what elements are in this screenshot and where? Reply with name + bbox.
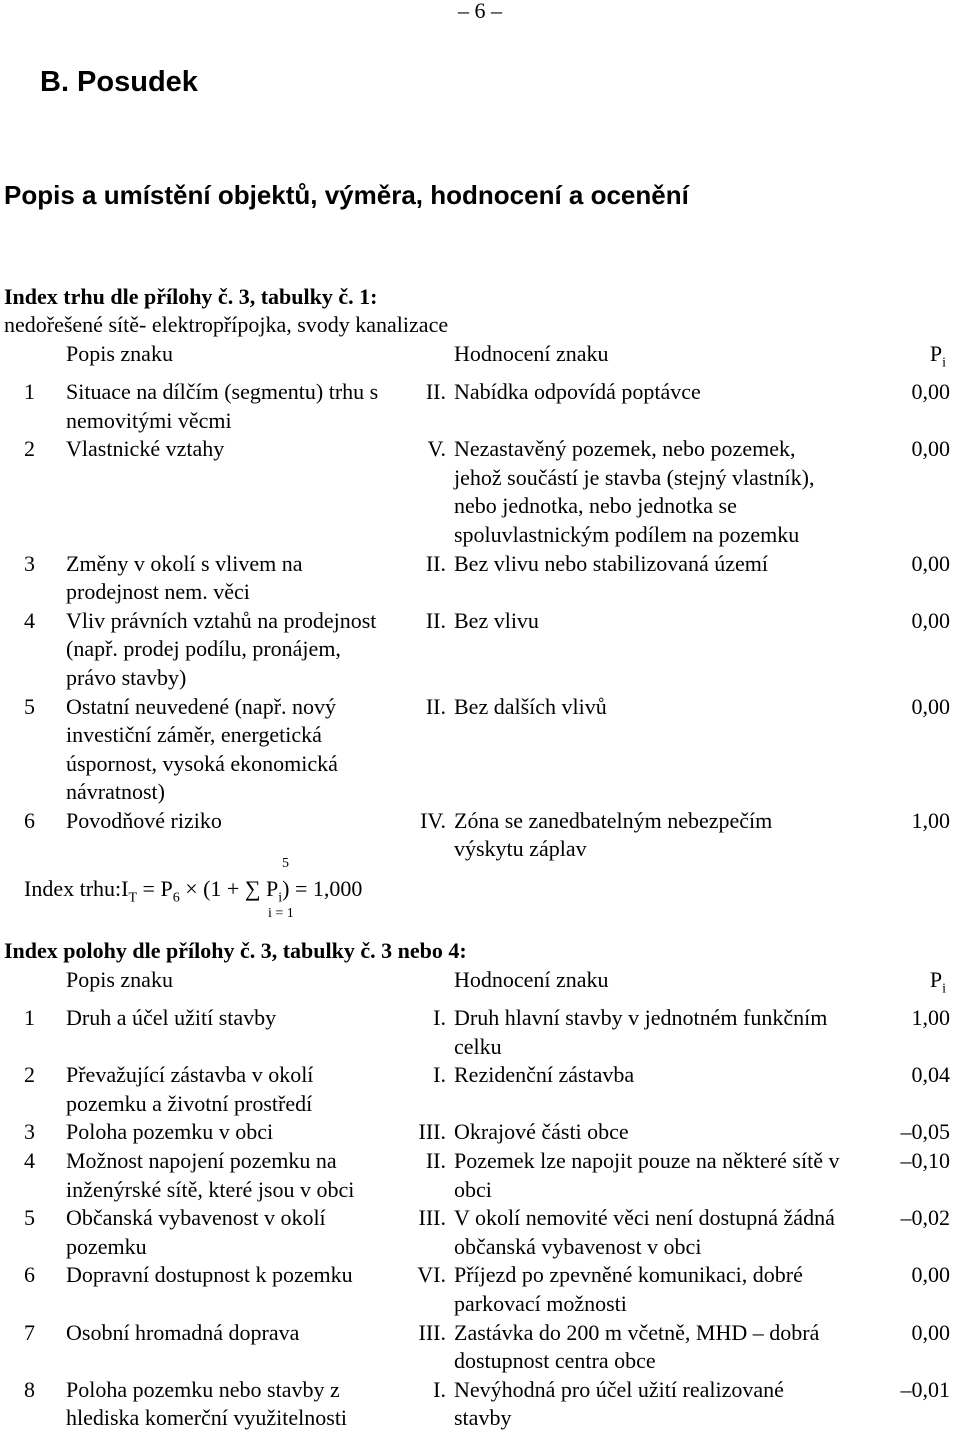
row-description: Občanská vybavenost v okolí pozemku (66, 1205, 326, 1259)
location-index-table (0, 966, 960, 1433)
table-row (0, 1147, 960, 1204)
row-description: Poloha pozemku nebo stavby z hlediska komerční využitelnosti (66, 1376, 348, 1431)
row-level: III. (418, 1119, 446, 1145)
row-rating: Zastávka do 200 m včetně, MHD – dobrá dostupnost centra obce (454, 1319, 820, 1374)
row-number: 3 (24, 1119, 35, 1145)
row-level: II. (425, 378, 446, 404)
column-header-description: Popis znaku (66, 967, 173, 992)
row-rating: Okrajové části obce (454, 1119, 629, 1145)
row-number: 5 (24, 1205, 35, 1231)
row-rating: Pozemek lze napojit pouze na některé sítě v obci (454, 1147, 840, 1202)
row-number: 1 (24, 378, 35, 404)
table-row (0, 1204, 960, 1261)
row-number: 1 (24, 1004, 35, 1030)
market-index-heading: Index trhu dle přílohy č. 3, tabulky č. 1: (4, 284, 378, 309)
row-value: 0,00 (911, 693, 950, 719)
row-number: 4 (24, 1147, 35, 1173)
page-number: – 6 – (458, 0, 502, 23)
row-rating: Rezidenční zástavba (454, 1062, 635, 1088)
row-level: IV. (420, 807, 446, 833)
row-description: Situace na dílčím (segmentu) trhu s nemovitými věcmi (66, 378, 379, 433)
row-level: III. (418, 1205, 446, 1231)
row-description: Vlastnické vztahy (66, 436, 225, 462)
section-title: B. Posudek (40, 66, 198, 98)
table-row (0, 1376, 960, 1433)
row-value: 0,04 (911, 1062, 950, 1088)
row-value: –0,10 (900, 1147, 950, 1173)
row-value: –0,02 (900, 1205, 950, 1231)
row-rating: Nevýhodná pro účel užití realizované stavby (454, 1376, 784, 1431)
row-description: Poloha pozemku v obci (66, 1119, 274, 1145)
row-rating: Zóna se zanedbatelným nebezpečím výskytu záplav (454, 807, 773, 862)
table-row (0, 1061, 960, 1118)
row-level: I. (433, 1376, 446, 1402)
row-rating: Nezastavěný pozemek, nebo pozemek, jehož součástí je stavba (stejný vlastník), nebo jednotka, nebo jednotka se spoluvlastnickým podílem na pozemku (454, 436, 815, 547)
column-header-pi: $P_i$ (929, 967, 946, 997)
sum-lower-limit: i = 1 (268, 906, 294, 921)
column-header-pi: $P_i$ (929, 341, 946, 371)
row-description: Možnost napojení pozemku na inženýrské sítě, které jsou v obci (66, 1147, 355, 1202)
row-description: Vliv právních vztahů na prodejnost (např. prodej podílu, pronájem, právo stavby) (66, 607, 377, 690)
row-level: I. (433, 1062, 446, 1088)
table-row (0, 1004, 960, 1061)
row-description: Druh a účel užití stavby (66, 1004, 277, 1030)
page-title: Popis a umístění objektů, výměra, hodnocení a ocenění (4, 180, 689, 210)
table-row (0, 1319, 960, 1376)
market-index-table (0, 340, 960, 864)
table-row (0, 807, 960, 864)
row-level: II. (425, 607, 446, 633)
column-header-rating: Hodnocení znaku (454, 341, 609, 366)
row-number: 4 (24, 607, 35, 633)
table-row (0, 378, 960, 435)
row-rating: Příjezd po zpevněné komunikaci, dobré parkovací možnosti (454, 1262, 803, 1316)
row-number: 7 (24, 1319, 35, 1345)
location-index-heading: Index polohy dle přílohy č. 3, tabulky č. 3 nebo 4: (4, 938, 467, 963)
row-value: 0,00 (911, 550, 950, 576)
row-description: Změny v okolí s vlivem na prodejnost nem. věci (66, 550, 303, 605)
table-row (0, 550, 960, 607)
table-row (0, 435, 960, 549)
column-header-description: Popis znaku (66, 341, 173, 366)
formula-result: ) = 1,000 (282, 876, 363, 901)
row-rating: Bez vlivu (454, 607, 539, 633)
table-header-row (0, 966, 960, 1004)
row-level: I. (433, 1004, 446, 1030)
row-rating: Bez vlivu nebo stabilizovaná území (454, 550, 769, 576)
row-description: Převažující zástavba v okolí pozemku a životní prostředí (66, 1062, 314, 1116)
row-level: II. (425, 693, 446, 719)
market-index-note: nedořešené sítě- elektropřípojka, svody kanalizace (4, 312, 449, 337)
table-row (0, 1118, 960, 1147)
row-description: Ostatní neuvedené (např. nový investiční záměr, energetická úspornost, vysoká ekonomická návratnost) (66, 693, 338, 805)
table-row (0, 607, 960, 693)
row-level: VI. (417, 1262, 446, 1288)
formula-label: Index trhu:I (24, 876, 129, 901)
row-level: III. (418, 1319, 446, 1345)
row-description: Osobní hromadná doprava (66, 1319, 300, 1345)
row-description: Dopravní dostupnost k pozemku (66, 1262, 353, 1288)
row-description: Povodňové riziko (66, 807, 222, 833)
row-rating: Nabídka odpovídá poptávce (454, 378, 701, 404)
row-value: 1,00 (911, 1004, 950, 1030)
row-value: –0,05 (900, 1119, 950, 1145)
row-value: 0,00 (911, 1262, 950, 1288)
table-row (0, 693, 960, 807)
row-value: –0,01 (900, 1376, 950, 1402)
column-header-rating: Hodnocení znaku (454, 967, 609, 992)
row-rating: Bez dalších vlivů (454, 693, 607, 719)
row-value: 0,00 (911, 607, 950, 633)
row-value: 0,00 (911, 1319, 950, 1345)
row-value: 0,00 (911, 378, 950, 404)
sum-upper-limit: 5 (282, 856, 289, 871)
row-level: V. (427, 436, 446, 462)
row-number: 2 (24, 436, 35, 462)
row-number: 5 (24, 693, 35, 719)
table-row (0, 1261, 960, 1318)
row-value: 1,00 (911, 807, 950, 833)
row-number: 6 (24, 807, 35, 833)
row-level: II. (425, 550, 446, 576)
sigma-symbol: ∑ (244, 876, 261, 901)
row-number: 3 (24, 550, 35, 576)
row-value: 0,00 (911, 436, 950, 462)
row-rating: Druh hlavní stavby v jednotném funkčním celku (454, 1004, 828, 1059)
row-rating: V okolí nemovité věci není dostupná žádná občanská vybavenost v obci (454, 1205, 835, 1259)
row-number: 6 (24, 1262, 35, 1288)
row-number: 2 (24, 1062, 35, 1088)
row-number: 8 (24, 1376, 35, 1402)
row-level: II. (425, 1147, 446, 1173)
table-header-row (0, 340, 960, 378)
